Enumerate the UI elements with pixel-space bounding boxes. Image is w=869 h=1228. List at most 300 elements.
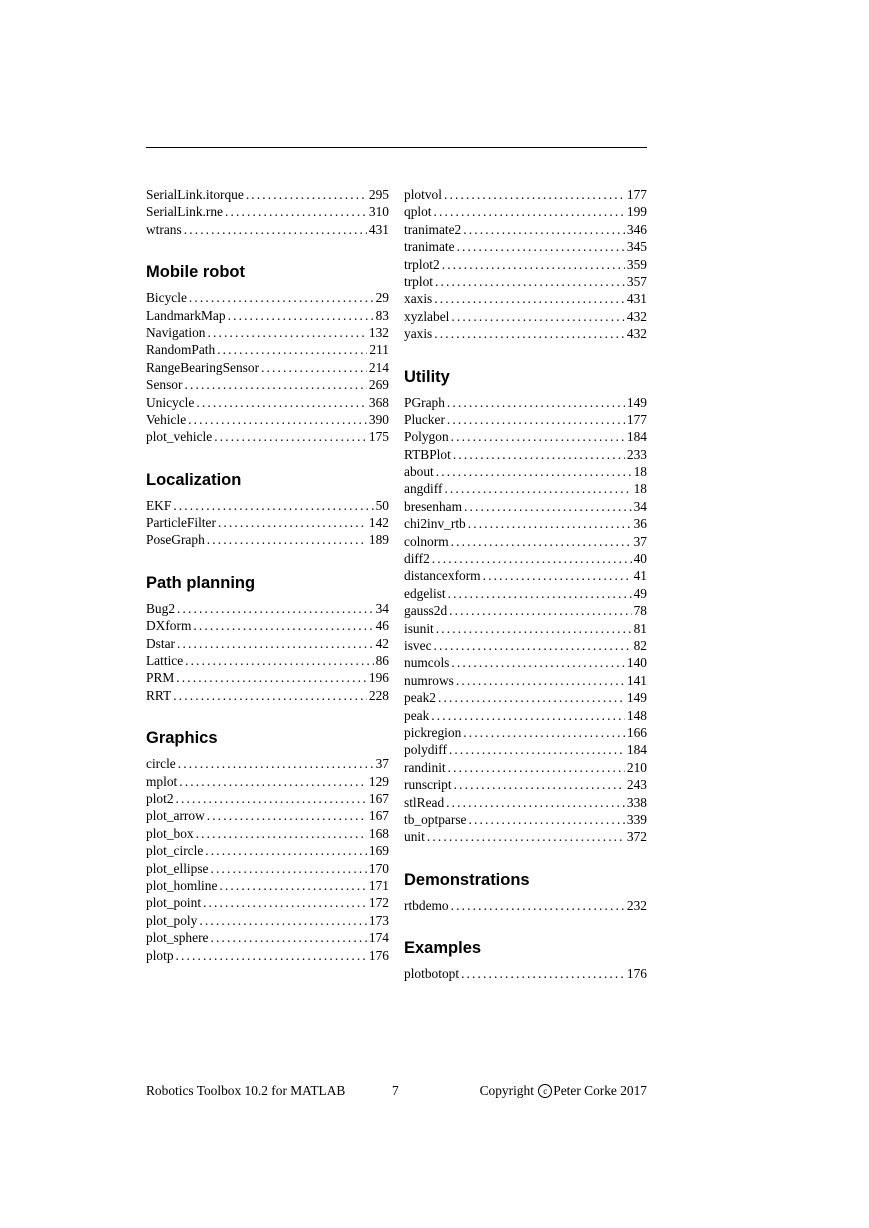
dot-leader <box>468 515 632 532</box>
dot-leader <box>461 965 625 982</box>
entry-page-number: 243 <box>626 777 647 793</box>
dot-leader <box>188 411 367 428</box>
entry-name: plot_vehicle <box>146 429 213 445</box>
index-entry[interactable] <box>146 324 389 341</box>
index-entry[interactable] <box>404 759 647 776</box>
index-entry[interactable] <box>146 894 389 911</box>
footer-page-number: 7 <box>392 1083 399 1098</box>
index-entry[interactable] <box>146 912 389 929</box>
dot-leader <box>453 446 625 463</box>
entry-name: trplot <box>404 273 434 289</box>
entry-page-number: 142 <box>368 515 389 531</box>
entry-name: isunit <box>404 620 434 636</box>
entry-name: mplot <box>146 773 178 789</box>
dot-leader <box>207 531 367 548</box>
page-footer <box>146 1082 647 1100</box>
entry-page-number: 37 <box>375 756 389 772</box>
entry-name: diff2 <box>404 551 430 567</box>
index-entry[interactable] <box>146 394 389 411</box>
index-entry[interactable] <box>404 428 647 445</box>
index-entry[interactable] <box>404 811 647 828</box>
section-heading: Examples <box>404 939 482 958</box>
entry-page-number: 196 <box>368 670 389 686</box>
dot-leader <box>179 773 367 790</box>
entry-name: EKF <box>146 497 172 513</box>
entry-page-number: 199 <box>626 204 647 220</box>
entry-name: DXform <box>146 618 192 634</box>
entry-page-number: 50 <box>375 497 389 513</box>
index-entry[interactable] <box>404 308 647 325</box>
copyright-holder: Peter Corke 2017 <box>553 1083 647 1098</box>
dot-leader <box>176 947 367 964</box>
dot-leader <box>483 567 632 584</box>
section-heading: Utility <box>404 367 450 386</box>
index-entry[interactable] <box>404 741 647 758</box>
dot-leader <box>427 828 625 845</box>
entry-name: Vehicle <box>146 411 187 427</box>
index-entry[interactable] <box>404 446 647 463</box>
index-entry[interactable] <box>146 807 389 824</box>
index-entry[interactable] <box>404 585 647 602</box>
entry-name: distancexform <box>404 568 481 584</box>
index-entry[interactable] <box>404 186 647 203</box>
entry-page-number: 431 <box>368 221 389 237</box>
entry-name: tranimate2 <box>404 221 462 237</box>
dot-leader <box>184 221 367 238</box>
entry-name: plot_circle <box>146 843 204 859</box>
dot-leader <box>449 741 625 758</box>
entry-page-number: 36 <box>633 516 647 532</box>
dot-leader <box>451 428 625 445</box>
entry-name: isvec <box>404 637 432 653</box>
entry-page-number: 269 <box>368 377 389 393</box>
entry-name: RangeBearingSensor <box>146 359 260 375</box>
dot-leader <box>208 324 367 341</box>
entry-page-number: 175 <box>368 429 389 445</box>
index-entry[interactable] <box>146 203 389 220</box>
entry-name: plot_arrow <box>146 808 205 824</box>
entry-name: yaxis <box>404 326 433 342</box>
dot-leader <box>173 687 367 704</box>
entry-page-number: 46 <box>375 618 389 634</box>
dot-leader <box>451 654 625 671</box>
index-entry[interactable] <box>146 929 389 946</box>
dot-leader <box>457 238 625 255</box>
entry-page-number: 169 <box>368 843 389 859</box>
index-entry[interactable] <box>404 290 647 307</box>
index-entry[interactable] <box>404 602 647 619</box>
entry-name: bresenham <box>404 498 463 514</box>
dot-leader <box>184 376 366 393</box>
index-entry[interactable] <box>404 776 647 793</box>
index-section <box>146 261 389 446</box>
dot-leader <box>447 411 625 428</box>
index-section <box>146 186 389 238</box>
dot-leader <box>431 707 625 724</box>
section-heading: Mobile robot <box>146 263 245 282</box>
index-entry[interactable] <box>404 620 647 637</box>
entry-name: randinit <box>404 759 446 775</box>
dot-leader <box>451 533 632 550</box>
index-entry[interactable] <box>404 221 647 238</box>
dot-leader <box>463 221 625 238</box>
header-rule <box>146 147 647 148</box>
index-entry[interactable] <box>404 567 647 584</box>
index-entry[interactable] <box>146 359 389 376</box>
index-entry[interactable] <box>404 325 647 342</box>
copyright-word: Copyright <box>479 1083 534 1098</box>
entry-page-number: 338 <box>626 794 647 810</box>
dot-leader <box>176 669 367 686</box>
index-section <box>146 572 389 704</box>
index-entry[interactable] <box>404 965 647 982</box>
dot-leader <box>456 672 625 689</box>
dot-leader <box>203 894 367 911</box>
dot-leader <box>434 203 625 220</box>
entry-name: Sensor <box>146 377 183 393</box>
entry-page-number: 18 <box>633 464 647 480</box>
entry-name: wtrans <box>146 221 182 237</box>
index-entry[interactable] <box>146 755 389 772</box>
entry-name: ParticleFilter <box>146 515 216 531</box>
index-entry[interactable] <box>404 533 647 550</box>
section-heading: Path planning <box>146 573 256 592</box>
dot-leader <box>177 635 374 652</box>
section-heading: Demonstrations <box>404 870 530 889</box>
dot-leader <box>185 652 373 669</box>
index-column-right <box>404 186 647 982</box>
entry-name: Navigation <box>146 324 206 340</box>
entry-page-number: 346 <box>626 221 647 237</box>
index-entry[interactable] <box>146 687 389 704</box>
entry-name: Bicycle <box>146 290 187 306</box>
entry-name: Plucker <box>404 411 445 427</box>
index-entry[interactable] <box>146 186 389 203</box>
index-section <box>404 366 647 846</box>
entry-name: pickregion <box>404 724 462 740</box>
entry-name: gauss2d <box>404 603 448 619</box>
index-entry[interactable] <box>404 689 647 706</box>
dot-leader <box>446 794 625 811</box>
entry-page-number: 228 <box>368 687 389 703</box>
entry-name: LandmarkMap <box>146 307 226 323</box>
entry-page-number: 214 <box>368 359 389 375</box>
dot-leader <box>436 620 632 637</box>
dot-leader <box>435 273 625 290</box>
index-entry[interactable] <box>404 654 647 671</box>
entry-page-number: 345 <box>626 239 647 255</box>
entry-name: trplot2 <box>404 256 440 272</box>
entry-page-number: 339 <box>626 811 647 827</box>
entry-page-number: 129 <box>368 773 389 789</box>
entry-page-number: 372 <box>626 829 647 845</box>
footer-title: Robotics Toolbox 10.2 for MATLAB <box>146 1083 346 1098</box>
entry-page-number: 86 <box>375 653 389 669</box>
dot-leader <box>217 341 367 358</box>
dot-leader <box>444 480 631 497</box>
footer-copyright <box>480 1082 647 1100</box>
entry-name: PoseGraph <box>146 532 205 548</box>
entry-name: plot_homline <box>146 877 218 893</box>
dot-leader <box>432 550 632 567</box>
index-entry[interactable] <box>404 897 647 914</box>
index-entry[interactable] <box>146 497 389 514</box>
dot-leader <box>451 897 625 914</box>
entry-page-number: 177 <box>626 187 647 202</box>
index-section <box>404 937 647 982</box>
index-entry[interactable] <box>146 652 389 669</box>
entry-page-number: 368 <box>368 394 389 410</box>
entry-page-number: 166 <box>626 724 647 740</box>
entry-page-number: 174 <box>368 930 389 946</box>
entry-name: Bug2 <box>146 600 176 616</box>
index-section <box>146 469 389 549</box>
entry-name: plotp <box>146 947 174 963</box>
entry-name: PRM <box>146 670 175 686</box>
index-entry[interactable] <box>146 635 389 652</box>
dot-leader <box>463 724 625 741</box>
index-section <box>404 186 647 343</box>
entry-page-number: 82 <box>633 637 647 653</box>
index-entry[interactable] <box>404 515 647 532</box>
entry-name: plot_box <box>146 825 194 841</box>
dot-leader <box>447 394 625 411</box>
dot-leader <box>434 325 625 342</box>
entry-page-number: 149 <box>626 690 647 706</box>
index-entry[interactable] <box>404 498 647 515</box>
entry-page-number: 390 <box>368 411 389 427</box>
index-entry[interactable] <box>146 428 389 445</box>
dot-leader <box>454 776 625 793</box>
dot-leader <box>228 307 374 324</box>
index-entry[interactable] <box>146 860 389 877</box>
entry-name: runscript <box>404 777 452 793</box>
entry-name: tranimate <box>404 239 455 255</box>
dot-leader <box>434 290 625 307</box>
entry-name: edgelist <box>404 585 446 601</box>
entry-name: RRT <box>146 687 172 703</box>
entry-page-number: 176 <box>626 966 647 982</box>
dot-leader <box>444 186 625 203</box>
entry-page-number: 49 <box>633 585 647 601</box>
entry-name: RTBPlot <box>404 446 451 462</box>
entry-page-number: 211 <box>369 342 389 358</box>
entry-page-number: 34 <box>375 600 389 616</box>
entry-name: xyzlabel <box>404 308 450 324</box>
entry-name: plotbotopt <box>404 966 460 982</box>
index-entry[interactable] <box>146 947 389 964</box>
entry-page-number: 310 <box>368 204 389 220</box>
entry-page-number: 176 <box>368 947 389 963</box>
entry-page-number: 34 <box>633 498 647 514</box>
entry-name: plot_ellipse <box>146 860 209 876</box>
entry-name: peak2 <box>404 690 436 706</box>
entry-page-number: 37 <box>633 533 647 549</box>
dot-leader <box>436 463 632 480</box>
section-heading: Graphics <box>146 729 218 748</box>
index-entry[interactable] <box>146 411 389 428</box>
dot-leader <box>225 203 367 220</box>
index-entry[interactable] <box>404 550 647 567</box>
entry-page-number: 177 <box>626 411 647 427</box>
dot-leader <box>207 807 367 824</box>
entry-page-number: 149 <box>626 394 647 410</box>
dot-leader <box>468 811 624 828</box>
entry-name: plot_point <box>146 895 202 911</box>
entry-name: stlRead <box>404 794 445 810</box>
dot-leader <box>438 689 625 706</box>
entry-page-number: 184 <box>626 742 647 758</box>
entry-name: circle <box>146 756 176 772</box>
entry-name: plot_sphere <box>146 930 209 946</box>
entry-page-number: 42 <box>375 635 389 651</box>
entry-name: about <box>404 464 434 480</box>
dot-leader <box>178 755 374 772</box>
dot-leader <box>448 759 625 776</box>
index-entry[interactable] <box>146 514 389 531</box>
dot-leader <box>442 256 625 273</box>
dot-leader <box>199 912 367 929</box>
index-entry[interactable] <box>146 617 389 634</box>
entry-page-number: 232 <box>626 897 647 913</box>
entry-name: polydiff <box>404 742 447 758</box>
entry-page-number: 83 <box>375 307 389 323</box>
index-entry[interactable] <box>146 773 389 790</box>
index-entry[interactable] <box>146 376 389 393</box>
index-entry[interactable] <box>146 842 389 859</box>
copyright-symbol: c <box>538 1084 552 1098</box>
dot-leader <box>177 600 374 617</box>
entry-name: peak <box>404 707 430 723</box>
entry-page-number: 171 <box>368 877 389 893</box>
index-entry[interactable] <box>146 669 389 686</box>
dot-leader <box>219 877 366 894</box>
index-entry[interactable] <box>146 825 389 842</box>
entry-page-number: 168 <box>368 825 389 841</box>
dot-leader <box>196 825 367 842</box>
index-entry[interactable] <box>404 672 647 689</box>
entry-name: angdiff <box>404 481 443 497</box>
index-entry[interactable] <box>146 221 389 238</box>
entry-page-number: 359 <box>626 256 647 272</box>
entry-page-number: 167 <box>368 808 389 824</box>
dot-leader <box>214 428 367 445</box>
entry-name: qplot <box>404 204 432 220</box>
entry-page-number: 184 <box>626 429 647 445</box>
index-entry[interactable] <box>146 289 389 306</box>
index-entry[interactable] <box>404 256 647 273</box>
entry-page-number: 233 <box>626 446 647 462</box>
entry-name: unit <box>404 829 425 845</box>
dot-leader <box>448 585 632 602</box>
entry-page-number: 40 <box>633 551 647 567</box>
index-entry[interactable] <box>404 637 647 654</box>
index-entry[interactable] <box>404 463 647 480</box>
index-entry[interactable] <box>146 877 389 894</box>
entry-page-number: 432 <box>626 308 647 324</box>
entry-page-number: 431 <box>626 291 647 307</box>
entry-name: plot2 <box>146 790 174 806</box>
index-entry[interactable] <box>146 790 389 807</box>
index-entry[interactable] <box>404 724 647 741</box>
index-entry[interactable] <box>404 203 647 220</box>
entry-name: colnorm <box>404 533 449 549</box>
index-entry[interactable] <box>404 238 647 255</box>
section-heading: Localization <box>146 470 242 489</box>
entry-page-number: 148 <box>626 707 647 723</box>
entry-page-number: 41 <box>633 568 647 584</box>
dot-leader <box>210 860 366 877</box>
index-entry[interactable] <box>404 394 647 411</box>
entry-page-number: 172 <box>368 895 389 911</box>
entry-name: Dstar <box>146 635 176 651</box>
dot-leader <box>210 929 366 946</box>
entry-page-number: 170 <box>368 860 389 876</box>
entry-page-number: 173 <box>368 912 389 928</box>
dot-leader <box>189 289 374 306</box>
index-entry[interactable] <box>146 600 389 617</box>
dot-leader <box>449 602 631 619</box>
index-entry[interactable] <box>404 411 647 428</box>
index-section <box>146 727 389 964</box>
index-entry[interactable] <box>404 794 647 811</box>
entry-page-number: 141 <box>626 672 647 688</box>
index-entry[interactable] <box>146 531 389 548</box>
dot-leader <box>434 637 632 654</box>
dot-leader <box>246 186 367 203</box>
entry-name: numcols <box>404 655 450 671</box>
entry-name: xaxis <box>404 291 433 307</box>
entry-page-number: 132 <box>368 324 389 340</box>
entry-page-number: 210 <box>626 759 647 775</box>
entry-name: SerialLink.rne <box>146 204 223 220</box>
entry-page-number: 357 <box>626 273 647 289</box>
dot-leader <box>464 498 632 515</box>
dot-leader <box>261 359 367 376</box>
index-entry[interactable] <box>404 273 647 290</box>
dot-leader <box>173 497 373 514</box>
entry-page-number: 189 <box>368 532 389 548</box>
entry-name: PGraph <box>404 394 445 410</box>
dot-leader <box>205 842 367 859</box>
index-entry[interactable] <box>404 480 647 497</box>
index-entry[interactable] <box>404 828 647 845</box>
index-entry[interactable] <box>146 341 389 358</box>
entry-name: Polygon <box>404 429 449 445</box>
entry-name: numrows <box>404 672 454 688</box>
dot-leader <box>196 394 367 411</box>
entry-name: plot_poly <box>146 912 198 928</box>
index-column-left <box>146 186 389 964</box>
entry-name: tb_optparse <box>404 811 467 827</box>
dot-leader <box>218 514 367 531</box>
entry-page-number: 432 <box>626 326 647 342</box>
entry-name: SerialLink.itorque <box>146 187 244 202</box>
entry-page-number: 18 <box>633 481 647 497</box>
entry-name: plotvol <box>404 187 442 202</box>
entry-page-number: 29 <box>375 290 389 306</box>
entry-name: rtbdemo <box>404 897 449 913</box>
index-entry[interactable] <box>146 307 389 324</box>
index-entry[interactable] <box>404 707 647 724</box>
entry-name: Unicycle <box>146 394 195 410</box>
entry-page-number: 167 <box>368 790 389 806</box>
entry-page-number: 78 <box>633 603 647 619</box>
entry-page-number: 81 <box>633 620 647 636</box>
entry-name: Lattice <box>146 653 184 669</box>
entry-page-number: 295 <box>368 187 389 202</box>
entry-name: chi2inv_rtb <box>404 516 466 532</box>
